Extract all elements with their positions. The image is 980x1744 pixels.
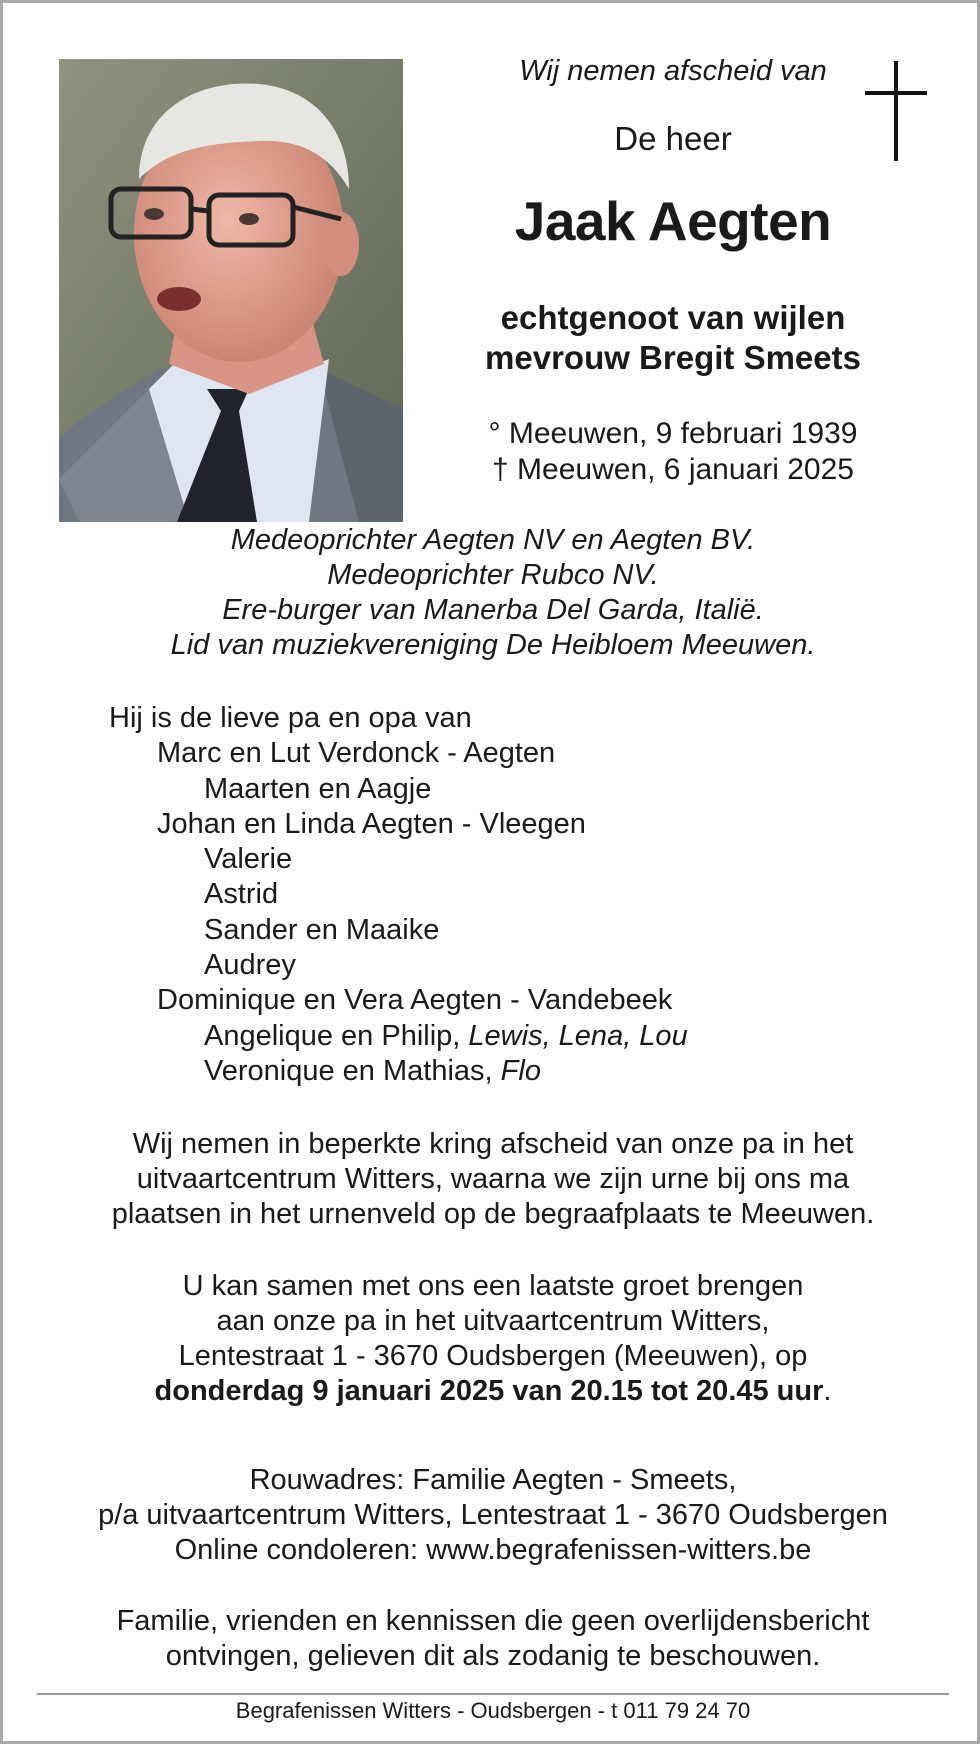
spouse-line-2: mevrouw Bregit Smeets — [485, 339, 861, 376]
visit-period: . — [823, 1375, 832, 1407]
spouse-line-1: echtgenoot van wijlen — [500, 299, 846, 336]
child-line: Johan en Linda Aegten - Vleegen — [157, 807, 586, 840]
great-grandchildren: Flo — [500, 1054, 541, 1087]
mourning-address: Rouwadres: Familie Aegten - Smeets, — [249, 1464, 737, 1496]
condolence-link[interactable]: Online condoleren: www.begrafenissen-witters.be — [174, 1534, 812, 1566]
death-date: † Meeuwen, 6 januari 2025 — [492, 453, 854, 486]
roles-list — [43, 523, 943, 663]
visit-paragraph — [23, 1269, 963, 1409]
role-line: Medeoprichter Rubco NV. — [327, 559, 659, 591]
visit-line: aan onze pa in het uitvaartcentrum Witters, — [216, 1305, 770, 1337]
role-line: Lid van muziekvereniging De Heibloem Meeuwen. — [170, 629, 816, 661]
notice-paragraph — [23, 1604, 963, 1674]
role-line: Ere-burger van Manerba Del Garda, Italië. — [222, 594, 764, 626]
footer-text: Begrafenissen Witters - Oudsbergen - t 011 79 24 70 — [235, 1698, 751, 1723]
farewell-line: uitvaartcentrum Witters, waarna we zijn urne bij ons ma — [136, 1163, 850, 1195]
visit-line: U kan samen met ons een laatste groet brengen — [182, 1270, 804, 1302]
title-prefix: De heer — [614, 120, 732, 157]
footer-divider — [37, 1693, 949, 1695]
address-line: p/a uitvaartcentrum Witters, Lentestraat 1 - 3670 Oudsbergen — [98, 1499, 888, 1531]
contact-paragraph — [23, 1463, 963, 1568]
notice-line: ontvingen, gelieven dit als zodanig te beschouwen. — [165, 1640, 821, 1672]
child-line: Dominique en Vera Aegten - Vandebeek — [157, 984, 673, 1017]
grandchild-line — [109, 1019, 688, 1054]
grandchild-line: Astrid — [204, 878, 279, 911]
child-line: Marc en Lut Verdonck - Aegten — [157, 737, 556, 770]
grandchild-line: Maarten en Aagje — [204, 772, 432, 805]
grandchild-name: Angelique en Philip, — [204, 1019, 461, 1052]
farewell-line: plaatsen in het urnenveld op de begraafplaats te Meeuwen. — [111, 1198, 875, 1230]
family-intro: Hij is de lieve pa en opa van — [109, 702, 472, 734]
notice-line: Familie, vrienden en kennissen die geen overlijdensbericht — [116, 1605, 870, 1637]
grandchild-line: Valerie — [204, 843, 293, 876]
birth-date: ° Meeuwen, 9 februari 1939 — [488, 417, 858, 450]
visit-datetime-line — [23, 1374, 963, 1409]
great-grandchildren: Lewis, Lena, Lou — [468, 1019, 688, 1052]
grandchild-line: Audrey — [204, 949, 296, 982]
intro-text: Wij nemen afscheid van — [519, 55, 827, 87]
portrait-photo — [59, 59, 403, 522]
visit-datetime: donderdag 9 januari 2025 van 20.15 tot 20.45 uur — [154, 1375, 824, 1407]
life-dates — [443, 416, 903, 488]
family-list — [109, 701, 688, 1089]
farewell-line: Wij nemen in beperkte kring afscheid van onze pa in het — [132, 1128, 854, 1160]
portrait-illustration — [59, 59, 403, 522]
spouse-info — [443, 298, 903, 378]
farewell-paragraph — [23, 1127, 963, 1232]
deceased-name: Jaak Aegten — [514, 190, 832, 252]
visit-line: Lentestraat 1 - 3670 Oudsbergen (Meeuwen), op — [178, 1340, 808, 1372]
grandchild-line: Sander en Maaike — [204, 913, 440, 946]
grandchild-line — [109, 1054, 688, 1089]
grandchild-name: Veronique en Mathias, — [204, 1054, 493, 1087]
role-line: Medeoprichter Aegten NV en Aegten BV. — [230, 524, 756, 556]
